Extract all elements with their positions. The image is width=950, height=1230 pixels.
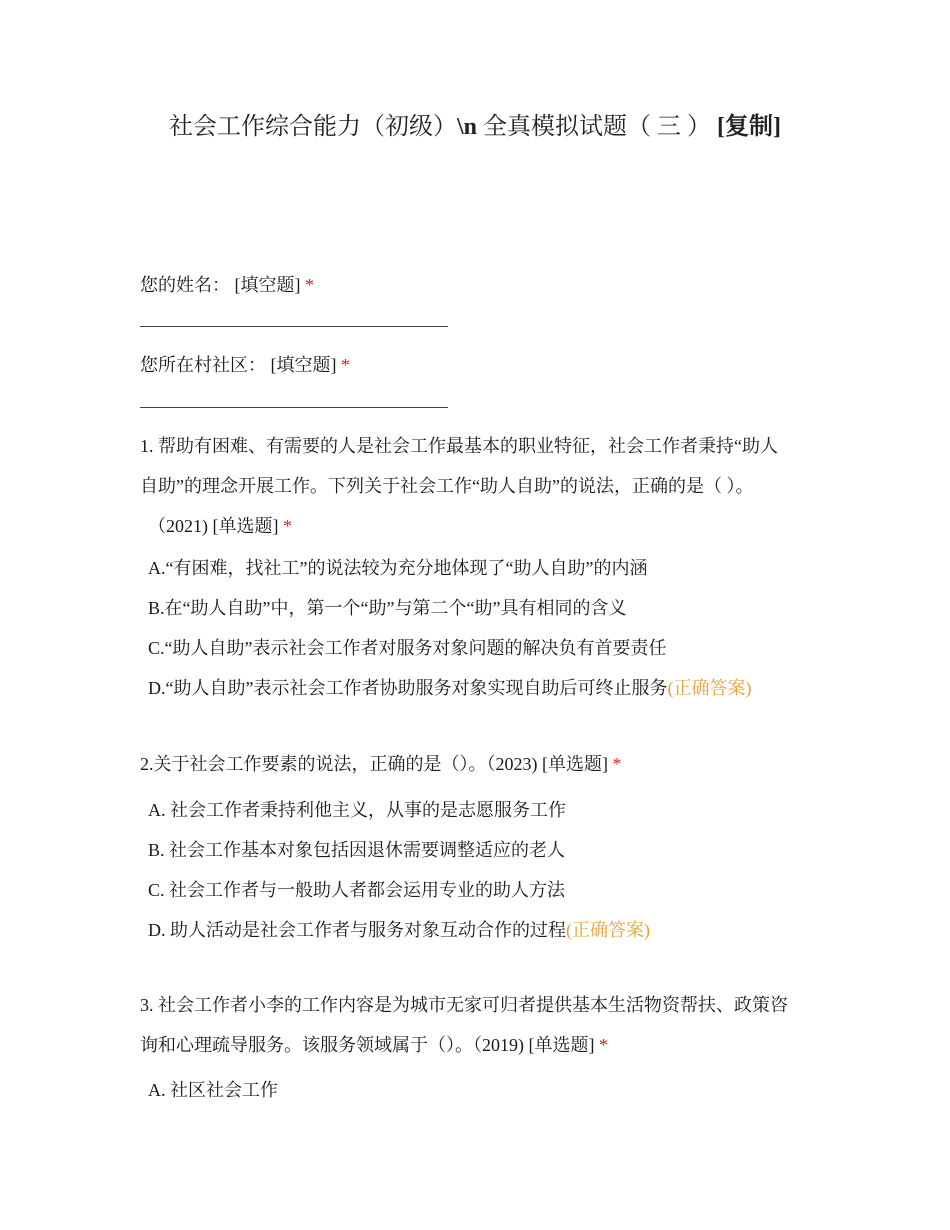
q1-option-d[interactable] xyxy=(148,668,751,708)
question-1-line-2: 自助”的理念开展工作。下列关于社会工作“助人自助”的说法，正确的是（ ）。 xyxy=(140,476,754,496)
page-title xyxy=(0,110,950,144)
correct-answer-badge: (正确答案) xyxy=(566,920,650,940)
q2-option-d[interactable] xyxy=(148,910,650,950)
name-label-text: 您的姓名： xyxy=(140,275,230,295)
question-1-text xyxy=(140,426,820,546)
q2-option-d-text: D. 助人活动是社会工作者与服务对象互动合作的过程 xyxy=(148,920,566,940)
q2-option-a[interactable]: A. 社会工作者秉持利他主义，从事的是志愿服务工作 xyxy=(148,800,566,820)
name-field-label xyxy=(140,265,820,305)
question-1-meta: （2021) [单选题] xyxy=(148,516,279,536)
community-field-label xyxy=(140,345,820,385)
question-3-line-1: 3. 社会工作者小李的工作内容是为城市无家可归者提供基本生活物资帮扶、政策咨 xyxy=(140,995,788,1015)
q1-option-c[interactable]: C.“助人自助”表示社会工作者对服务对象问题的解决负有首要责任 xyxy=(148,638,667,658)
required-mark: * xyxy=(305,275,314,295)
q2-option-b[interactable]: B. 社会工作基本对象包括因退休需要调整适应的老人 xyxy=(148,840,566,860)
q1-option-d-text: D.“助人自助”表示社会工作者协助服务对象实现自助后可终止服务 xyxy=(148,678,668,698)
question-2-line-1: 2.关于社会工作要素的说法，正确的是（）。（2023) [单选题] xyxy=(140,754,608,774)
q3-option-a[interactable]: A. 社区社会工作 xyxy=(148,1080,278,1100)
question-1-line-3 xyxy=(140,506,820,546)
name-input-line[interactable] xyxy=(140,326,448,327)
question-2-text xyxy=(140,744,820,784)
community-input-line[interactable] xyxy=(140,407,448,408)
question-3-line-2-wrap xyxy=(140,1025,820,1065)
question-3-text xyxy=(140,985,820,1065)
title-sub: 全真模拟试题（ 三 ） xyxy=(483,114,712,140)
required-mark: * xyxy=(282,516,292,536)
copy-link[interactable]: [复制] xyxy=(717,114,781,140)
title-newline-escape: \n xyxy=(457,114,478,140)
required-mark: * xyxy=(341,355,350,375)
q1-option-b[interactable]: B.在“助人自助”中，第一个“助”与第二个“助”具有相同的含义 xyxy=(148,598,627,618)
correct-answer-badge: (正确答案) xyxy=(667,678,752,698)
title-main: 社会工作综合能力（初级） xyxy=(169,114,457,140)
required-mark: * xyxy=(612,754,622,774)
question-1-line-1: 1. 帮助有困难、有需要的人是社会工作最基本的职业特征，社会工作者秉持“助人 xyxy=(140,436,778,456)
q1-option-a[interactable]: A.“有困难，找社工”的说法较为充分地体现了“助人自助”的内涵 xyxy=(148,558,648,578)
community-label-text: 您所在村社区： xyxy=(140,355,266,375)
community-question-type: [填空题] xyxy=(270,355,337,375)
q2-option-c[interactable]: C. 社会工作者与一般助人者都会运用专业的助人方法 xyxy=(148,880,566,900)
name-question-type: [填空题] xyxy=(234,275,301,295)
question-3-line-2: 询和心理疏导服务。该服务领域属于（）。（2019) [单选题] xyxy=(140,1035,595,1055)
required-mark: * xyxy=(598,1035,608,1055)
